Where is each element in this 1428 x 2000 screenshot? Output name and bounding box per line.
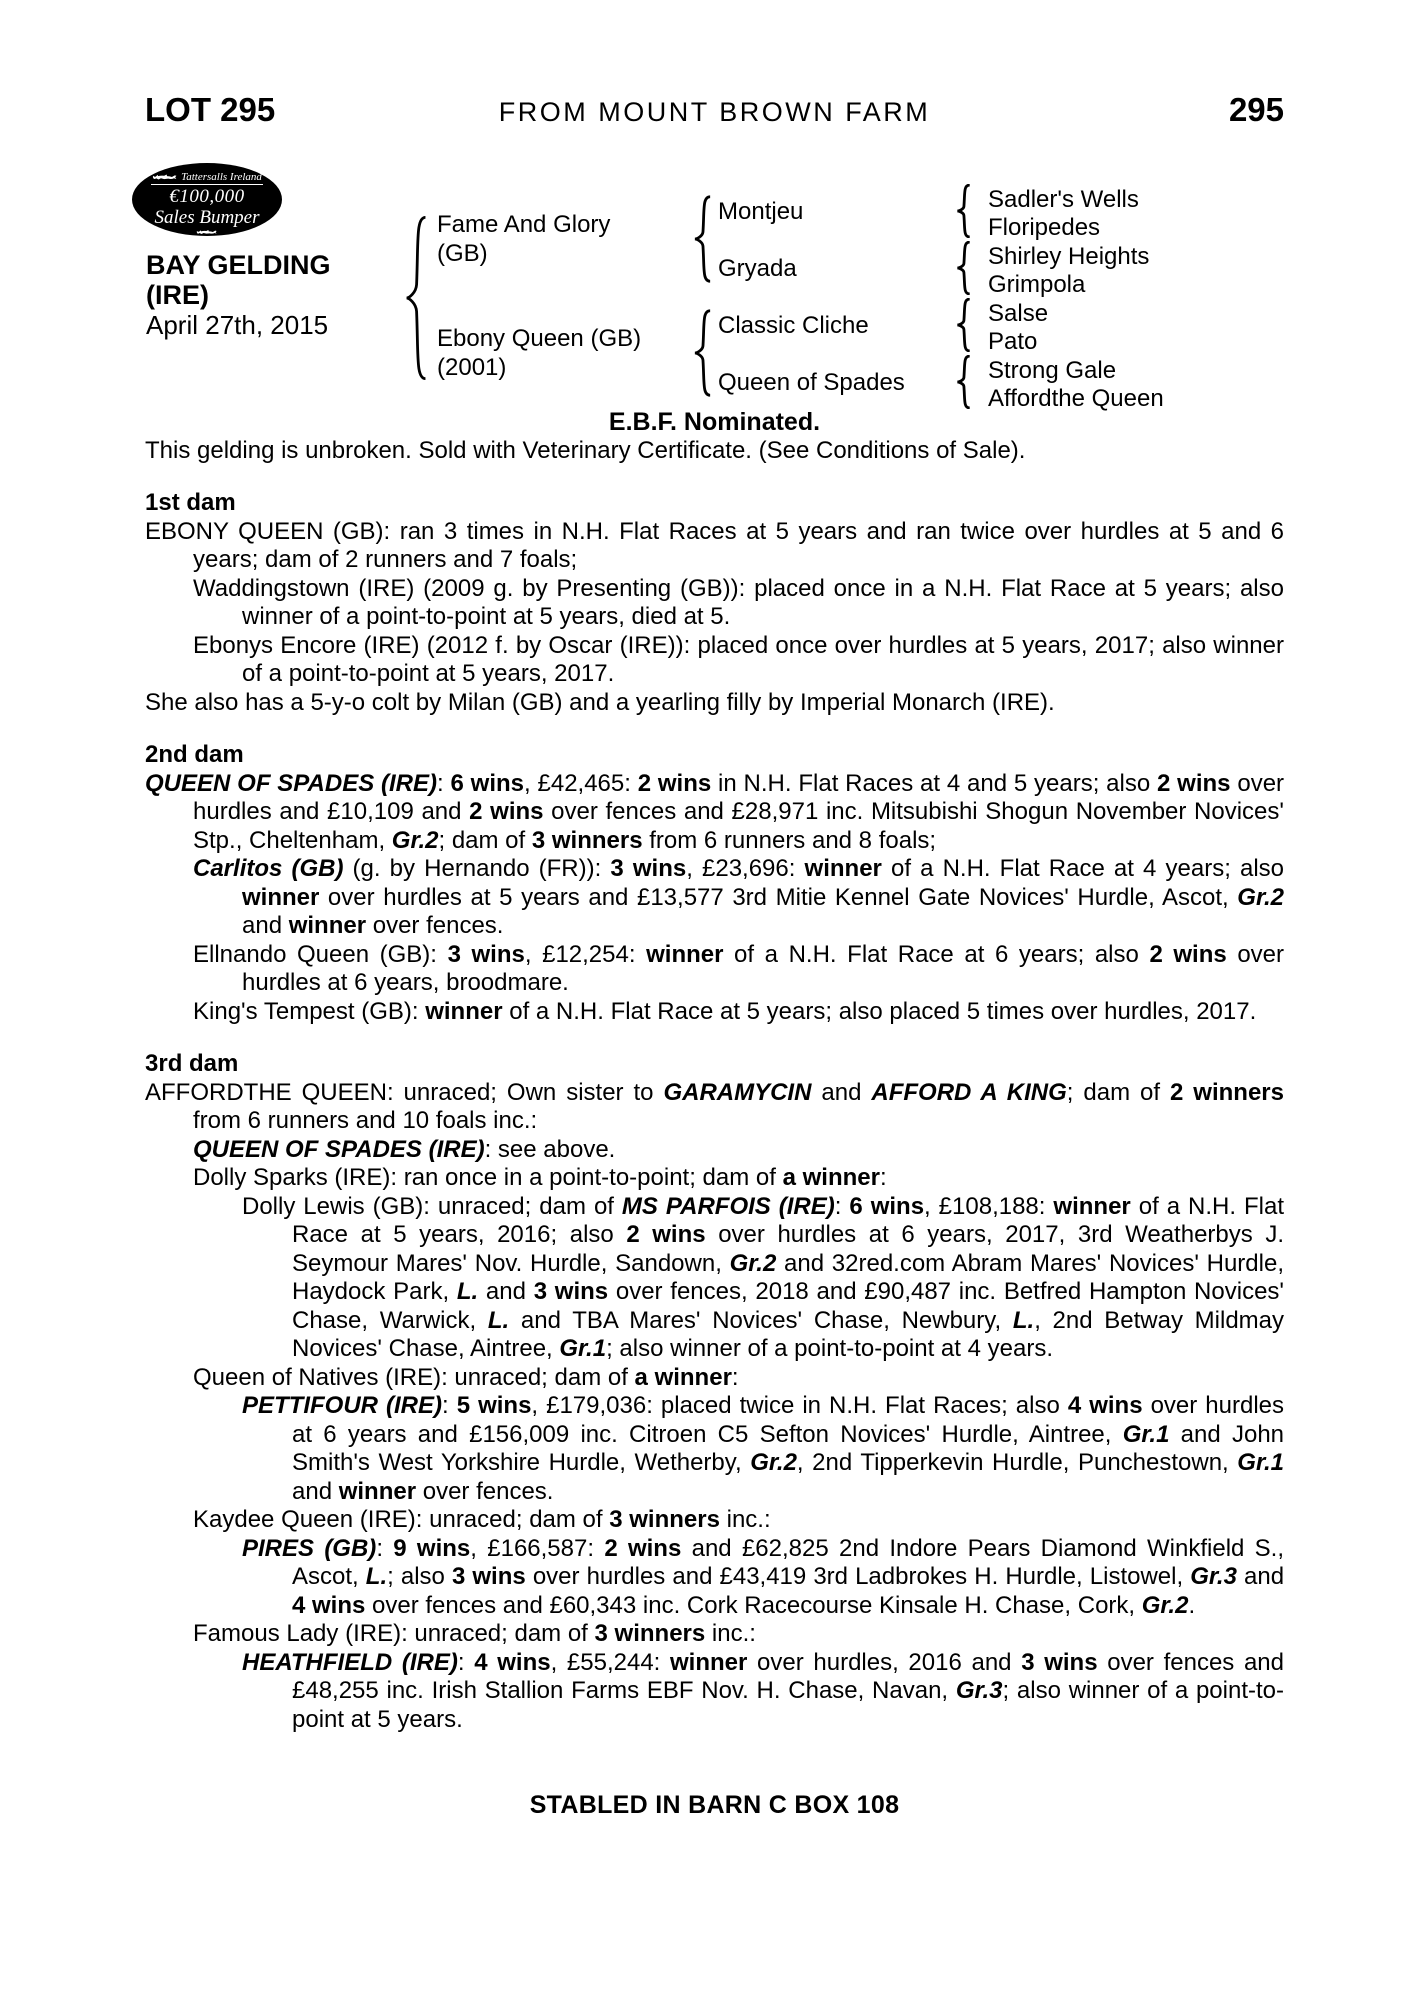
- pedigree-brace-main: [403, 214, 429, 382]
- pedigree-gen3-name: Sadler's Wells: [988, 186, 1139, 213]
- fox-logo-icon: [196, 228, 218, 236]
- pedigree-paragraph: QUEEN OF SPADES (IRE): see above.: [193, 1135, 616, 1163]
- pedigree-grandsire: Montjeu: [718, 198, 804, 225]
- pedigree-gen3-name: Salse: [988, 300, 1049, 327]
- lot-number: 295: [1228, 91, 1284, 128]
- pedigree-granddam: Gryada: [718, 255, 797, 282]
- pedigree-gen3-name: Grimpola: [988, 271, 1086, 298]
- sire-name: Fame And Glory: [437, 211, 611, 238]
- pedigree-brace-sire: [692, 195, 713, 283]
- pedigree-brace-gen3-4: [955, 355, 972, 409]
- pedigree-grandsire-2: Classic Cliche: [718, 312, 869, 339]
- pedigree-brace-dam: [692, 309, 713, 397]
- pedigree-block: [145, 136, 1284, 412]
- badge-brand: Tattersalls Ireland: [181, 171, 262, 183]
- dam-suffix: (2001): [437, 354, 507, 381]
- page-header: [145, 92, 1284, 128]
- dam-name: Ebony Queen (GB): [437, 325, 642, 352]
- ebf-nominated-note: E.B.F. Nominated.: [608, 408, 821, 436]
- pedigree-paragraph: She also has a 5-y-o colt by Milan (GB) and a yearling filly by Imperial Monarch (IRE).: [145, 688, 1055, 716]
- pedigree-brace-gen3-1: [955, 184, 972, 238]
- pedigree-paragraph: Waddingstown (IRE) (2009 g. by Presenting (GB)): placed once in a N.H. Flat Race at 5 years; also winner of a point-to-point at 5 years, died at 5.: [193, 574, 1284, 630]
- horse-country: (IRE): [146, 280, 209, 310]
- horse-colour-sex: BAY GELDING: [146, 250, 331, 280]
- pedigree-paragraph: AFFORDTHE QUEEN: unraced; Own sister to GARAMYCIN and AFFORD A KING; dam of 2 winners from 6 runners and 10 foals inc.:: [145, 1078, 1284, 1134]
- lot-label: LOT 295: [145, 91, 276, 128]
- pedigree-gen3-name: Strong Gale: [988, 357, 1117, 384]
- pedigree-paragraph: QUEEN OF SPADES (IRE): 6 wins, £42,465: 2 wins in N.H. Flat Races at 4 and 5 years; also 2 wins over hurdles and £10,109 and 2 wins over fences and £28,971 inc. Mitsubishi Shogun November Novices' Stp., Cheltenham, Gr.2; dam of 3 winners from 6 runners and 8 foals;: [145, 769, 1285, 854]
- badge-brand-row: [132, 171, 282, 183]
- horse-foaling-date: April 27th, 2015: [146, 310, 329, 340]
- pedigree-paragraph: King's Tempest (GB): winner of a N.H. Flat Race at 5 years; also placed 5 times over hurdles, 2017.: [193, 997, 1257, 1025]
- pedigree-gen3-name: Floripedes: [988, 214, 1101, 241]
- dam-sections: [145, 489, 1284, 1734]
- pedigree-sire: [437, 210, 610, 268]
- dam-heading: 1st dam: [145, 489, 236, 516]
- pedigree-gen3-name: Pato: [988, 328, 1038, 355]
- pedigree-dam: [437, 324, 641, 382]
- pedigree-granddam-2: Queen of Spades: [718, 369, 905, 396]
- dam-heading: 3rd dam: [145, 1050, 239, 1077]
- vendor-name: FROM MOUNT BROWN FARM: [498, 97, 931, 127]
- pedigree-paragraph: Dolly Sparks (IRE): ran once in a point-to-point; dam of a winner:: [193, 1164, 887, 1191]
- horse-description: [146, 250, 331, 340]
- pedigree-paragraph: PIRES (GB): 9 wins, £166,587: 2 wins and £62,825 2nd Indore Pears Diamond Winkfield S., Ascot, L.; also 3 wins over hurdles and £43,419 3rd Ladbrokes H. Hurdle, Listowel, Gr.3 and 4 wins over fences and £60,343 inc. Cork Racecourse Kinsale H. Chase, Cork, Gr.2.: [242, 1534, 1285, 1619]
- stabling-footer: STABLED IN BARN C BOX 108: [529, 1791, 900, 1819]
- pedigree-paragraph: Ebonys Encore (IRE) (2012 f. by Oscar (IRE)): placed once over hurdles at 5 years, 2017; also winner of a point-to-point at 5 years, 2017.: [193, 631, 1284, 687]
- fox-logo-icon: [152, 172, 178, 182]
- sire-suffix: (GB): [437, 240, 488, 267]
- pedigree-brace-gen3-3: [955, 298, 972, 352]
- sale-conditions-note: This gelding is unbroken. Sold with Veterinary Certificate. (See Conditions of Sale).: [145, 436, 1026, 464]
- sales-bumper-badge: [132, 163, 282, 236]
- pedigree-paragraph: PETTIFOUR (IRE): 5 wins, £179,036: placed twice in N.H. Flat Races; also 4 wins over hurdles at 6 years and £156,009 inc. Citroen C5 Sefton Novices' Hurdle, Aintree, Gr.1 and John Smith's West Yorkshire Hurdle, Wetherby, Gr.2, 2nd Tipperkevin Hurdle, Punchestown, Gr.1 and winner over fences.: [242, 1392, 1285, 1505]
- pedigree-paragraph: Kaydee Queen (IRE): unraced; dam of 3 winners inc.:: [193, 1506, 771, 1533]
- dam-heading: 2nd dam: [145, 741, 244, 768]
- pedigree-paragraph: EBONY QUEEN (GB): ran 3 times in N.H. Flat Races at 5 years and ran twice over hurdles at 5 and 6 years; dam of 2 runners and 7 foals;: [145, 517, 1284, 573]
- pedigree-paragraph: HEATHFIELD (IRE): 4 wins, £55,244: winner over hurdles, 2016 and 3 wins over fences and £48,255 inc. Irish Stallion Farms EBF Nov. H. Chase, Navan, Gr.3; also winner of a point-to-point at 5 years.: [242, 1648, 1285, 1733]
- pedigree-gen3-name: Shirley Heights: [988, 243, 1150, 270]
- pedigree-brace-gen3-2: [955, 241, 972, 295]
- pedigree-paragraph: Carlitos (GB) (g. by Hernando (FR)): 3 wins, £23,696: winner of a N.H. Flat Race at 4 years; also winner over hurdles at 5 years and £13,577 3rd Mitie Kennel Gate Novices' Hurdle, Ascot, Gr.2 and winner over fences.: [193, 855, 1285, 939]
- badge-divider: [151, 184, 263, 185]
- pedigree-gen3-name: Affordthe Queen: [988, 385, 1164, 412]
- badge-name: Sales Bumper: [154, 207, 260, 228]
- pedigree-paragraph: Dolly Lewis (GB): unraced; dam of MS PARFOIS (IRE): 6 wins, £108,188: winner of a N.H. Flat Race at 5 years, 2016; also 2 wins over hurdles at 6 years, 2017, 3rd Weatherbys J. Seymour Mares' Nov. Hurdle, Sandown, Gr.2 and 32red.com Abram Mares' Novices' Hurdle, Haydock Park, L. and 3 wins over fences, 2018 and £90,487 inc. Betfred Hampton Novices' Chase, Warwick, L. and TBA Mares' Novices' Chase, Newbury, L., 2nd Betway Mildmay Novices' Chase, Aintree, Gr.1; also winner of a point-to-point at 4 years.: [242, 1192, 1285, 1362]
- pedigree-paragraph: Famous Lady (IRE): unraced; dam of 3 winners inc.:: [193, 1620, 756, 1647]
- pedigree-paragraph: Ellnando Queen (GB): 3 wins, £12,254: winner of a N.H. Flat Race at 6 years; also 2 wins over hurdles at 6 years, broodmare.: [193, 940, 1285, 996]
- pedigree-paragraph: Queen of Natives (IRE): unraced; dam of a winner:: [193, 1363, 739, 1391]
- badge-amount: €100,000: [169, 186, 245, 207]
